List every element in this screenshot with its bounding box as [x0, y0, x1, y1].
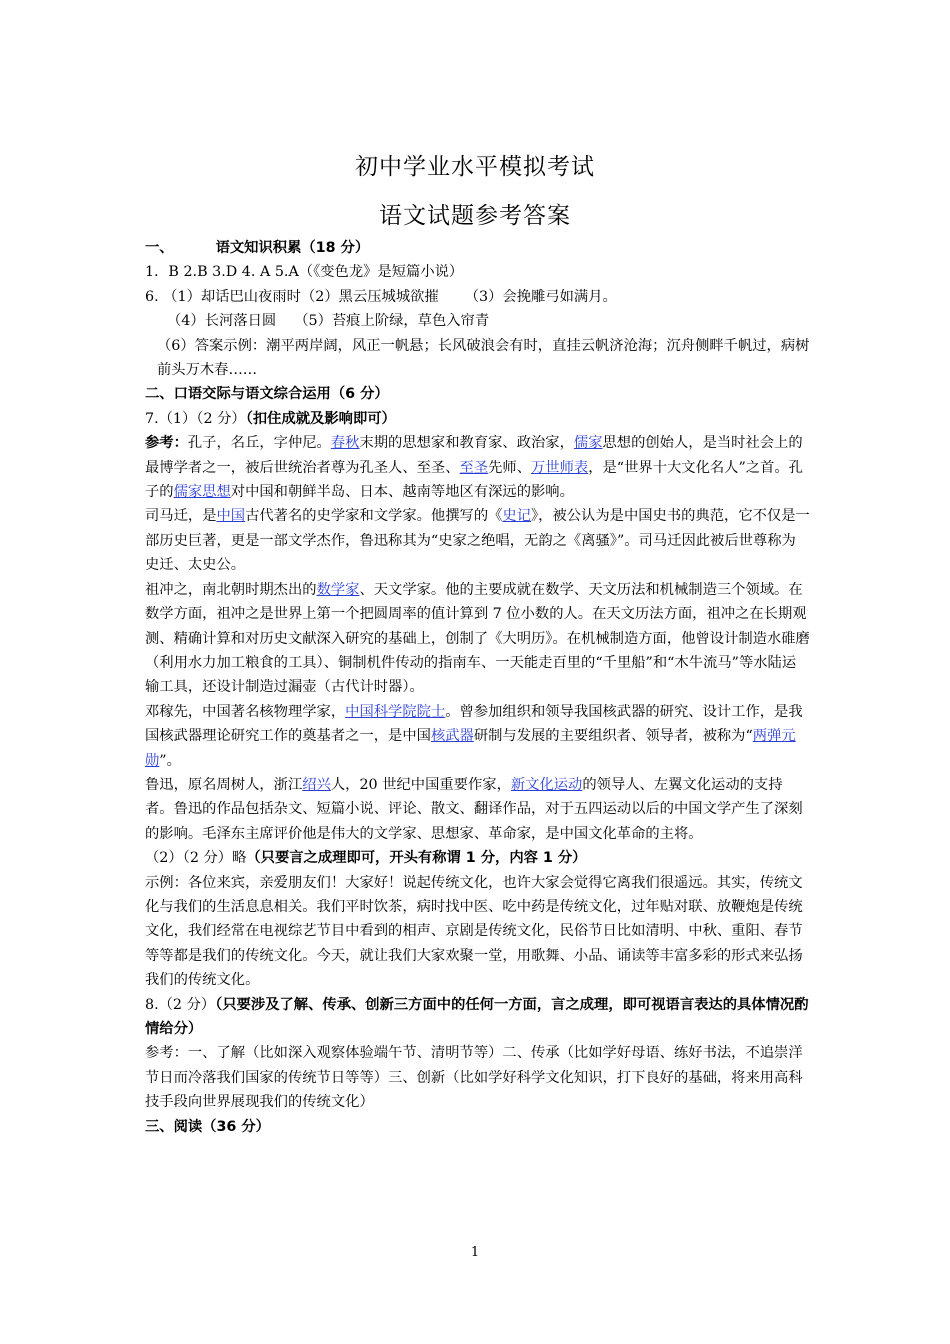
link-zhongguo[interactable]: 中国 — [216, 508, 246, 525]
reference-label: 参考： — [145, 435, 188, 452]
section-3-heading: 三、阅读（36 分） — [145, 1118, 270, 1135]
link-zhisheng[interactable]: 至圣 — [459, 459, 489, 476]
link-chunqiu[interactable]: 春秋 — [330, 435, 360, 452]
section-1-number: 一、 — [145, 240, 174, 256]
answer-q7-2-head: （2）（2 分）略（只要言之成理即可，开头有称谓 1 分，内容 1 分） — [145, 850, 587, 867]
page-title: 初中学业水平模拟考试 — [355, 154, 595, 180]
paragraph-luxun: 鲁迅，原名周树人，浙江绍兴人，20 世纪中国重要作家，新文化运动的领导人、左翼文化运动的支持者。鲁迅的作品包括杂文、短篇小说、评论、散文、翻译作品，对于五四运动以后的中国文学产生了深刻的影响。毛泽东主席评价他是伟大的文学家、思想家、革命家，是中国文化革命的主将。 — [145, 776, 803, 842]
answer-q8-head: 8.（2 分）（只要涉及了解、传承、创新三方面中的任何一方面，言之成理，即可视语言表达的具体情况酌情给分） — [145, 996, 809, 1037]
link-liangdanyuanxun[interactable]: 两弹元勋 — [145, 728, 796, 769]
link-xinwenhuayundong[interactable]: 新文化运动 — [510, 776, 583, 793]
page-subtitle: 语文试题参考答案 — [379, 203, 571, 229]
answer-q6-line2: （4）长河落日圆 （5）苔痕上阶绿，草色入帘青 — [167, 313, 490, 330]
answer-q8-reference: 参考：一、了解（比如深入观察体验端午节、清明节等）二、传承（比如学好母语、练好书法，不追崇洋节日而冷落我们国家的传统节日等等）三、创新（比如学好科学文化知识，打下良好的基础，将来用高科技手段向世界展现我们的传统文化） — [145, 1045, 803, 1111]
link-zhongguokexueyuan[interactable]: 中国科学院院士 — [345, 703, 446, 720]
link-wanshishibiao[interactable]: 万世师表 — [531, 459, 589, 476]
section-1-heading — [145, 236, 810, 260]
section-1-title: 语文知识积累（18 分） — [215, 240, 370, 256]
link-rujiasixiang[interactable]: 儒家思想 — [173, 484, 231, 501]
section-2-heading: 二、口语交际与语文综合运用（6 分） — [145, 386, 389, 403]
answer-body — [145, 236, 810, 1139]
link-shaoxing[interactable]: 绍兴 — [302, 776, 331, 793]
answer-q6-line3: （6）答案示例：潮平两岸阔，风正一帆悬；长风破浪会有时，直挂云帆济沧海；沉舟侧畔千帆过，病树前头万木春…… — [157, 337, 810, 379]
paragraph-simaqian: 司马迁，是中国古代著名的史学家和文学家。他撰写的《史记》，被公认为是中国史书的典范，它不仅是一部历史巨著，更是一部文学杰作，鲁迅称其为“史家之绝唱，无韵之《离骚》”。司马迁因此被后世尊称为史迁、太史公。 — [145, 508, 810, 574]
answer-q1-5: 1．B 2.B 3.D 4. A 5.A（《变色龙》是短篇小说） — [145, 264, 464, 281]
answer-q7-1-head: 7.（1）（2 分）（扣住成就及影响即可） — [145, 410, 396, 427]
link-shuxuejia[interactable]: 数学家 — [316, 581, 360, 598]
link-shiji[interactable]: 史记 — [502, 508, 532, 525]
paragraph-zuchongzhi: 祖冲之，南北朝时期杰出的数学家、天文学家。他的主要成就在数学、天文历法和机械制造三个领域。在数学方面，祖冲之是世界上第一个把圆周率的值计算到 7 位小数的人。在天文历法方面，祖冲之在长期观测、精确计算和对历史文献深入研究的基础上，创制了《大明历》。在机械制造方面，他曾设计制造水碓磨（利用水力加工粮食的工具）、铜制机件传动的指南车、一天能走百里的“千里船”和“木牛流马”等水陆运输工具，还设计制造过漏壶（古代计时器）。 — [145, 581, 810, 696]
link-rujia[interactable]: 儒家 — [573, 435, 603, 452]
page-number: 1 — [470, 1245, 480, 1260]
link-hewuqi[interactable]: 核武器 — [430, 728, 474, 745]
answer-q7-2-example: 示例：各位来宾，亲爱朋友们！大家好！说起传统文化，也许大家会觉得它离我们很遥远。其实，传统文化与我们的生活息息相关。我们平时饮茶，病时找中医、吃中药是传统文化，过年贴对联、放鞭炮是传统文化，我们经常在电视综艺节目中看到的相声、京剧是传统文化，民俗节日比如清明、中秋、重阳、春节等等都是我们的传统文化。今天，就让我们大家欢聚一堂，用歌舞、小品、诵读等丰富多彩的形式来弘扬我们的传统文化。 — [145, 874, 803, 989]
answer-q6-line1: 6. （1）却话巴山夜雨时（2）黑云压城城欲摧 （3）会挽雕弓如满月。 — [145, 288, 617, 305]
paragraph-confucius: 参考：孔子，名丘，字仲尼。春秋末期的思想家和教育家、政治家，儒家思想的创始人，是当时社会上的最博学者之一，被后世统治者尊为孔圣人、至圣、至圣先师、万世师表，是“世界十大文化名人”之首。孔子的儒家思想对中国和朝鲜半岛、日本、越南等地区有深远的影响。 — [145, 435, 803, 501]
paragraph-dengjiaxian: 邓稼先，中国著名核物理学家，中国科学院院士。曾参加组织和领导我国核武器的研究、设计工作，是我国核武器理论研究工作的奠基者之一，是中国核武器研制与发展的主要组织者、领导者，被称为“两弹元勋”。 — [145, 703, 803, 769]
